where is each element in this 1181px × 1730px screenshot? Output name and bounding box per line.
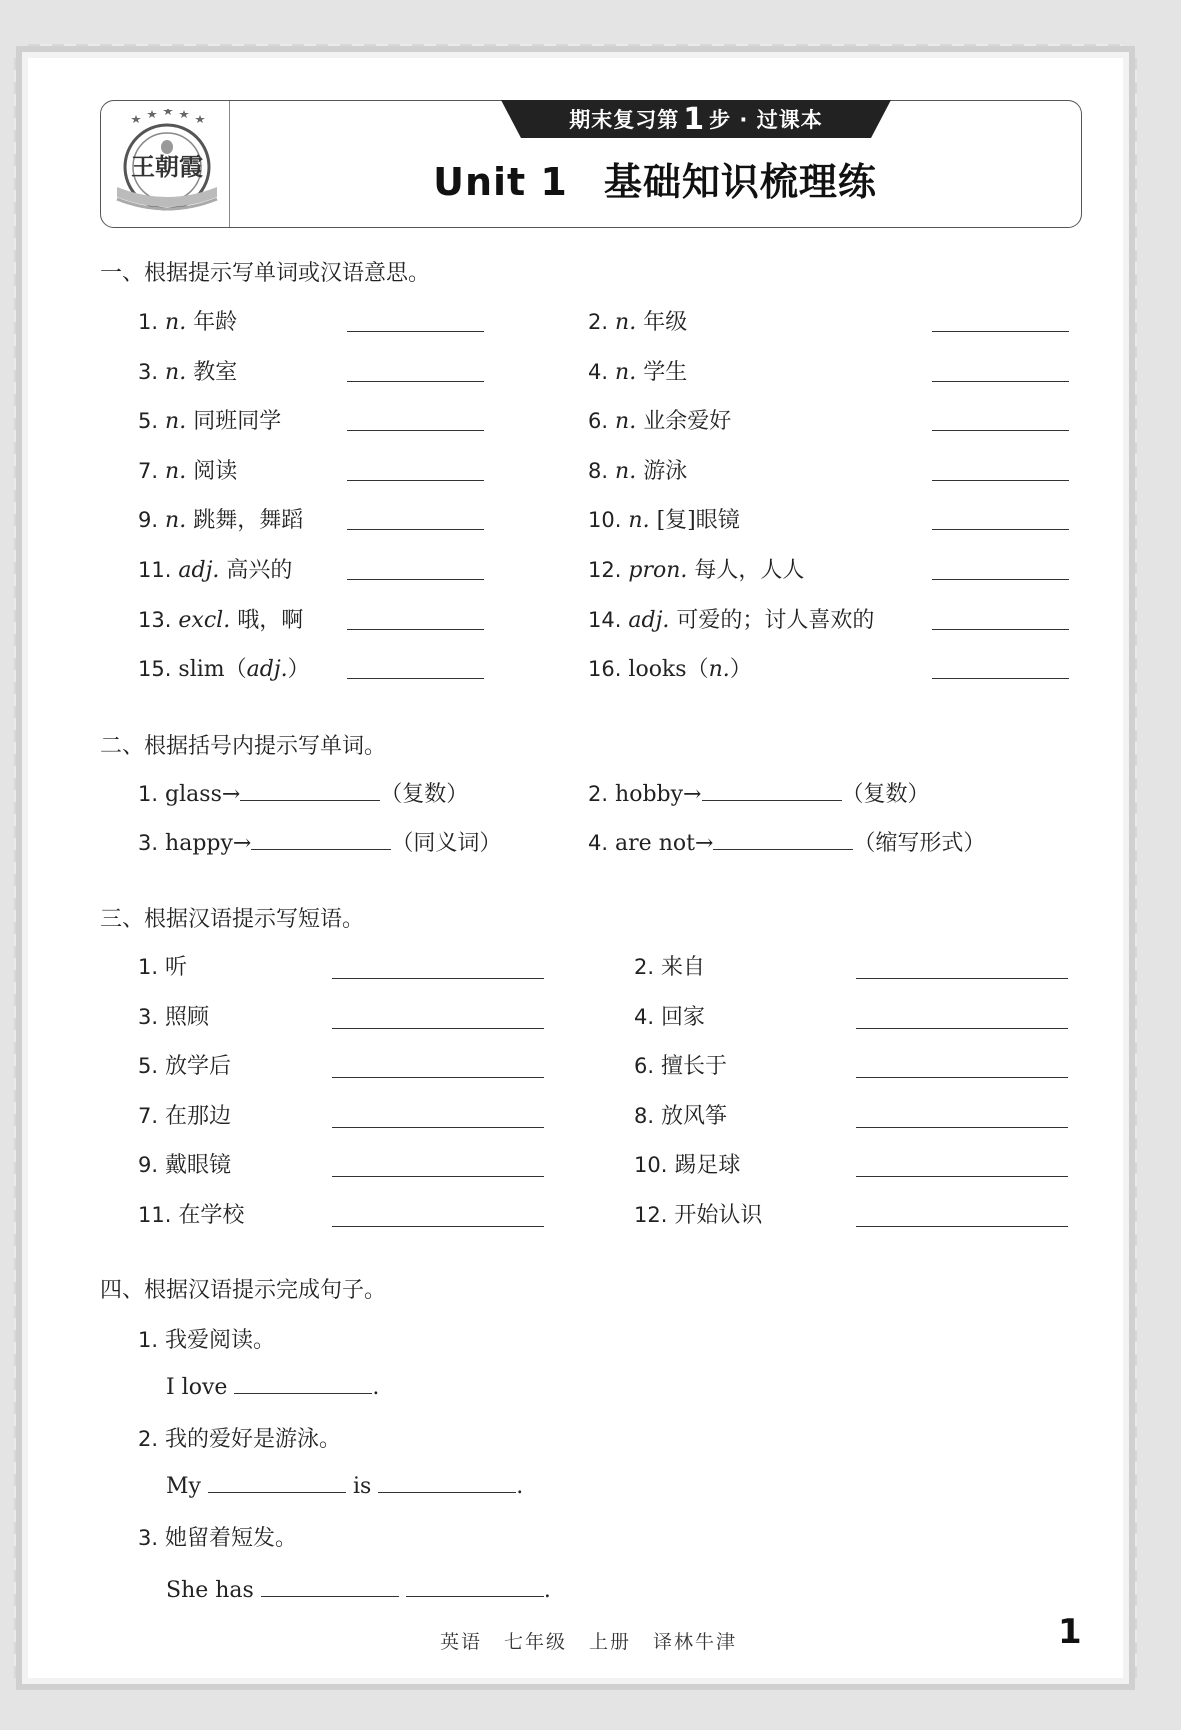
footer-info — [440, 1627, 760, 1654]
s1-item-14-pos: adj. — [628, 607, 670, 633]
s4-item-2-cn: 我的爱好是游泳。 — [165, 1427, 342, 1452]
s3-item-10 — [634, 1148, 740, 1179]
s1-item-9 — [138, 503, 303, 534]
section-1-title: 一、根据提示写单词或汉语意思。 — [100, 261, 431, 286]
s3-item-3-text: 照顾 — [165, 1004, 210, 1030]
s4-item-3-cn: 她留着短发。 — [165, 1526, 298, 1551]
s1-item-13-num: 13. — [138, 607, 172, 632]
s2-item-4-word: are not→ — [615, 831, 714, 856]
s1-item-1-text: 年龄 — [193, 310, 238, 335]
page-number: 1 — [1058, 1612, 1082, 1652]
s1-item-7-text: 阅读 — [193, 458, 238, 484]
s1-item-2-pos: n. — [615, 310, 637, 335]
logo-text: 王朝霞 — [131, 152, 203, 181]
s1-item-7-answer-line[interactable] — [347, 480, 484, 481]
s2-item-3-num: 3. — [138, 831, 159, 855]
s1-item-7-pos: n. — [165, 458, 187, 484]
s1-item-6-num: 6. — [588, 409, 609, 434]
s1-item-15-answer-line[interactable] — [347, 678, 484, 679]
s4-item-2-end: . — [516, 1474, 524, 1499]
s2-item-4-hint: （缩写形式） — [853, 831, 986, 856]
s3-item-5-num: 5. — [138, 1054, 159, 1079]
unit-label: Unit 1 — [433, 160, 568, 204]
s3-item-8 — [634, 1099, 727, 1130]
s1-item-3-num: 3. — [138, 359, 159, 384]
s3-item-11-text: 在学校 — [178, 1203, 245, 1228]
s3-item-11-answer-line[interactable] — [332, 1226, 544, 1227]
s3-item-1-num: 1. — [138, 955, 159, 979]
s1-item-9-pos: n. — [165, 508, 187, 534]
s1-item-10 — [588, 503, 740, 534]
s4-item-1-num: 1. — [138, 1328, 159, 1352]
s3-item-12-num: 12. — [634, 1203, 668, 1227]
s1-item-15: 15. slim（adj.） — [138, 657, 310, 683]
s1-item-1-answer-line[interactable] — [347, 331, 484, 332]
s3-item-6-num: 6. — [634, 1054, 655, 1079]
s2-item-3 — [138, 826, 501, 857]
s3-item-10-text: 踢足球 — [674, 1153, 741, 1179]
s3-item-11-num: 11. — [138, 1203, 172, 1227]
s4-item-3-end: . — [543, 1578, 551, 1603]
s2-item-1-hint: （复数） — [380, 782, 469, 807]
s1-item-16-answer-line[interactable] — [932, 678, 1069, 679]
s2-item-4-num: 4. — [588, 831, 609, 855]
s1-item-11-answer-line[interactable] — [347, 579, 484, 580]
s3-item-1-answer-line[interactable] — [332, 978, 544, 979]
s4-item-2-sentence — [166, 1472, 523, 1499]
s1-item-5-answer-line[interactable] — [347, 430, 484, 431]
brand-logo-icon — [109, 109, 221, 219]
s1-item-12-text: 每人，人人 — [694, 558, 805, 583]
s3-item-3 — [138, 1000, 209, 1031]
s1-item-12-num: 12. — [588, 558, 622, 582]
s3-item-3-num: 3. — [138, 1004, 159, 1029]
s1-item-2-text: 年级 — [643, 310, 688, 335]
decorative-border-bottom — [28, 1678, 1123, 1690]
s1-item-8-pos: n. — [615, 458, 637, 484]
s1-item-14-answer-line[interactable] — [932, 629, 1069, 630]
s1-item-10-text: [复]眼镜 — [656, 508, 740, 534]
s1-item-4-answer-line[interactable] — [932, 381, 1069, 382]
s1-item-8 — [588, 454, 687, 485]
s1-item-4-text: 学生 — [643, 359, 688, 385]
s1-item-11 — [138, 553, 292, 584]
s4-item-2-blank-1[interactable] — [208, 1472, 346, 1493]
s4-item-3-blank-2[interactable] — [406, 1576, 544, 1597]
s3-item-2-answer-line[interactable] — [856, 978, 1068, 979]
s1-item-12-answer-line[interactable] — [932, 579, 1069, 580]
s1-item-6-answer-line[interactable] — [932, 430, 1069, 431]
s1-item-10-pos: n. — [628, 508, 650, 534]
s1-item-9-answer-line[interactable] — [347, 529, 484, 530]
s1-item-16-num: 16. — [588, 657, 622, 682]
s3-item-5-answer-line[interactable] — [332, 1077, 544, 1078]
decorative-border-top — [28, 44, 1123, 56]
footer-volume: 上册 — [589, 1631, 632, 1653]
s3-item-9 — [138, 1148, 231, 1179]
s2-item-3-answer-blank[interactable] — [251, 829, 391, 850]
banner-text — [501, 100, 891, 138]
s4-item-3-blank-1[interactable] — [261, 1576, 399, 1597]
s4-item-1-end: . — [372, 1375, 380, 1400]
s3-item-11 — [138, 1198, 244, 1229]
s3-item-4-text: 回家 — [661, 1004, 706, 1030]
banner-suffix: 步 · 过课本 — [709, 108, 823, 132]
s3-item-7-answer-line[interactable] — [332, 1127, 544, 1128]
page-title — [229, 151, 1081, 211]
s1-item-11-text: 高兴的 — [226, 558, 293, 583]
s1-item-8-answer-line[interactable] — [932, 480, 1069, 481]
s2-item-1 — [138, 777, 468, 808]
s1-item-1 — [138, 305, 237, 336]
s4-item-2-en-a: My — [166, 1474, 201, 1499]
s1-item-13-pos: excl. — [178, 607, 231, 633]
s3-item-7 — [138, 1099, 231, 1130]
s1-item-5 — [138, 404, 281, 435]
s1-item-16: 16. looks（n.） — [588, 657, 752, 683]
s1-item-10-num: 10. — [588, 508, 622, 533]
s1-item-7-num: 7. — [138, 458, 159, 483]
s1-item-10-answer-line[interactable] — [932, 529, 1069, 530]
section-3-title: 三、根据汉语提示写短语。 — [100, 907, 365, 932]
s3-item-12-text: 开始认识 — [674, 1203, 763, 1228]
s1-item-13 — [138, 603, 303, 634]
s2-item-2 — [588, 777, 930, 808]
s1-item-3 — [138, 355, 237, 386]
s1-item-3-text: 教室 — [193, 359, 238, 385]
s4-item-2-num: 2. — [138, 1427, 159, 1451]
s3-item-3-answer-line[interactable] — [332, 1028, 544, 1029]
section-2-title: 二、根据括号内提示写单词。 — [100, 734, 387, 759]
s1-item-14-num: 14. — [588, 607, 622, 632]
s3-item-4 — [634, 1000, 705, 1031]
s1-item-9-text: 跳舞，舞蹈 — [193, 508, 304, 534]
header-box — [100, 100, 1082, 228]
s4-item-3-num: 3. — [138, 1526, 159, 1550]
s1-item-8-text: 游泳 — [643, 458, 688, 484]
s1-item-4-pos: n. — [615, 359, 637, 385]
s1-item-4 — [588, 355, 687, 386]
s2-item-1-num: 1. — [138, 782, 159, 806]
s1-item-4-num: 4. — [588, 359, 609, 384]
s2-item-1-answer-blank[interactable] — [240, 780, 380, 801]
banner — [501, 100, 891, 138]
s3-item-7-num: 7. — [138, 1103, 159, 1128]
s3-item-1 — [138, 950, 187, 981]
s1-item-6-pos: n. — [615, 409, 637, 435]
decorative-border-left — [14, 58, 28, 1678]
banner-prefix: 期末复习第 — [569, 108, 680, 132]
footer-edition: 译林牛津 — [653, 1631, 738, 1653]
s4-item-2-prompt — [138, 1422, 341, 1453]
section-4-title: 四、根据汉语提示完成句子。 — [100, 1278, 387, 1303]
s4-item-3-prompt — [138, 1521, 297, 1552]
s1-item-2-num: 2. — [588, 310, 609, 334]
s1-item-15-num: 15. — [138, 657, 172, 682]
s3-item-2-text: 来自 — [661, 955, 706, 980]
s3-item-7-text: 在那边 — [165, 1103, 232, 1129]
s3-item-4-answer-line[interactable] — [856, 1028, 1068, 1029]
logo-area — [101, 101, 230, 227]
s1-item-12-pos: pron. — [628, 558, 688, 583]
unit-subtitle: 基础知识梳理练 — [603, 160, 877, 204]
s3-item-9-num: 9. — [138, 1153, 159, 1178]
s2-item-2-num: 2. — [588, 782, 609, 806]
s1-item-15-word: slim — [178, 657, 225, 683]
footer-subject: 英语 — [440, 1631, 483, 1653]
s1-item-13-answer-line[interactable] — [347, 629, 484, 630]
s2-item-3-word: happy→ — [165, 831, 252, 856]
s3-item-5 — [138, 1049, 231, 1080]
s3-item-12 — [634, 1198, 762, 1229]
s3-item-5-text: 放学后 — [165, 1054, 232, 1080]
s3-item-12-answer-line[interactable] — [856, 1226, 1068, 1227]
s1-item-1-num: 1. — [138, 310, 159, 334]
s3-item-8-answer-line[interactable] — [856, 1127, 1068, 1128]
s2-item-4 — [588, 826, 985, 857]
s3-item-9-answer-line[interactable] — [332, 1176, 544, 1177]
s2-item-4-answer-blank[interactable] — [713, 829, 853, 850]
s3-item-6-answer-line[interactable] — [856, 1077, 1068, 1078]
s1-item-5-text: 同班同学 — [193, 409, 282, 435]
s4-item-1-prompt — [138, 1323, 275, 1354]
s1-item-14 — [588, 603, 874, 634]
s1-item-5-num: 5. — [138, 409, 159, 434]
s1-item-8-num: 8. — [588, 458, 609, 483]
s1-item-2 — [588, 305, 687, 336]
s1-item-11-pos: adj. — [178, 558, 220, 583]
s3-item-6-text: 擅长于 — [661, 1054, 728, 1080]
s3-item-10-num: 10. — [634, 1153, 668, 1178]
s1-item-16-pos: n. — [708, 657, 730, 683]
s1-item-7 — [138, 454, 237, 485]
s3-item-8-num: 8. — [634, 1103, 655, 1128]
s1-item-15-pos: adj. — [246, 657, 288, 683]
footer-grade: 七年级 — [504, 1631, 568, 1653]
s1-item-9-num: 9. — [138, 508, 159, 533]
s1-item-3-pos: n. — [165, 359, 187, 385]
s2-item-2-answer-blank[interactable] — [702, 780, 842, 801]
s4-item-1-cn: 我爱阅读。 — [165, 1328, 276, 1353]
s2-item-3-hint: （同义词） — [391, 831, 502, 856]
s3-item-10-answer-line[interactable] — [856, 1176, 1068, 1177]
s1-item-6-text: 业余爱好 — [643, 409, 732, 435]
s4-item-2-en-b: is — [352, 1474, 372, 1499]
banner-number: 1 — [683, 101, 706, 137]
s1-item-3-answer-line[interactable] — [347, 381, 484, 382]
s1-item-14-text: 可爱的；讨人喜欢的 — [676, 607, 875, 633]
s4-item-2-blank-2[interactable] — [378, 1472, 516, 1493]
s1-item-11-num: 11. — [138, 558, 172, 582]
s1-item-5-pos: n. — [165, 409, 187, 435]
s4-item-3-sentence — [166, 1576, 551, 1603]
s4-item-3-en-a: She has — [166, 1578, 254, 1603]
s2-item-1-word: glass→ — [165, 782, 241, 807]
s1-item-13-text: 哦，啊 — [237, 607, 304, 633]
s1-item-2-answer-line[interactable] — [932, 331, 1069, 332]
s3-item-2 — [634, 950, 705, 981]
s3-item-2-num: 2. — [634, 955, 655, 979]
s4-item-1-sentence — [166, 1373, 379, 1400]
s4-item-1-blank-1[interactable] — [234, 1373, 372, 1394]
s3-item-8-text: 放风筝 — [661, 1103, 728, 1129]
s1-item-1-pos: n. — [165, 310, 187, 335]
s3-item-9-text: 戴眼镜 — [165, 1153, 232, 1179]
decorative-border-right — [1123, 58, 1137, 1678]
s1-item-16-word: looks — [628, 657, 687, 683]
s2-item-2-word: hobby→ — [615, 782, 702, 807]
s2-item-2-hint: （复数） — [841, 782, 930, 807]
s1-item-6 — [588, 404, 731, 435]
s1-item-12 — [588, 553, 804, 584]
s3-item-4-num: 4. — [634, 1004, 655, 1029]
s3-item-1-text: 听 — [165, 955, 188, 980]
s4-item-1-en-a: I love — [166, 1375, 228, 1400]
s3-item-6 — [634, 1049, 727, 1080]
